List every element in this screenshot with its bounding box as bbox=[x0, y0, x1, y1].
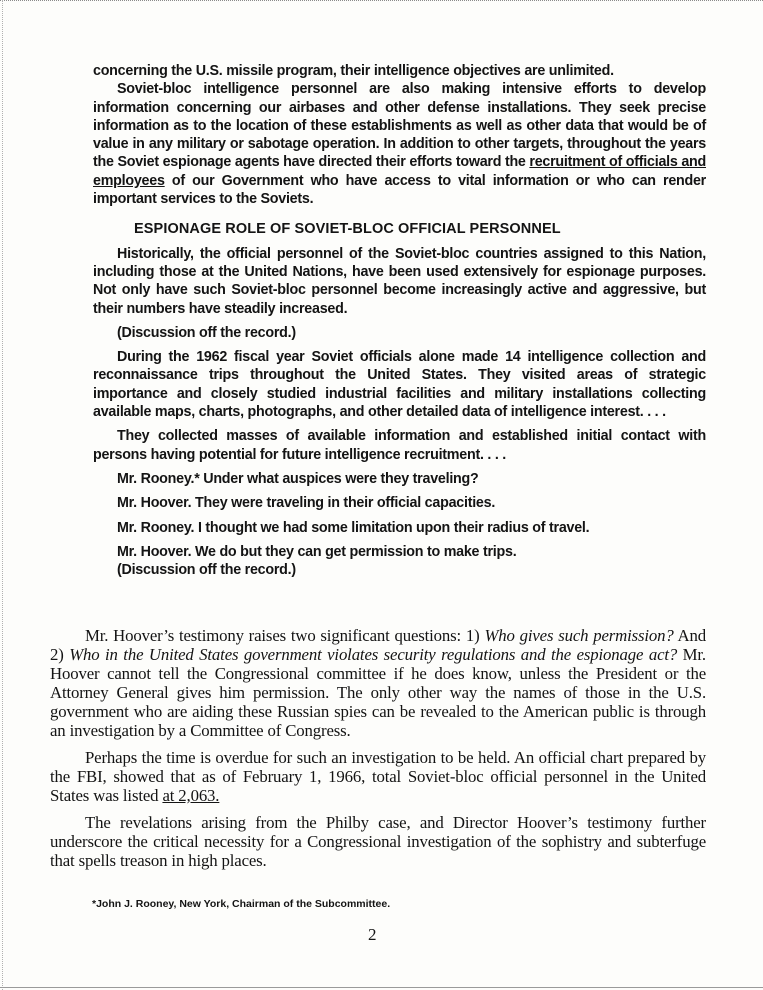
page-bottom-edge bbox=[0, 987, 763, 988]
excerpt-paragraph: (Discussion off the record.) bbox=[117, 562, 296, 579]
excerpt-paragraph bbox=[93, 80, 706, 208]
dialogue-line: Mr. Rooney.* Under what auspices were they traveling? bbox=[117, 470, 479, 487]
excerpt-text: Soviet-bloc intelligence personnel are also making intensive efforts to develop information concerning our airbases and other defense installations. They seek precise information as to the location of these establishments as well as other data that would be of value in any military or sabotage operation. In addition to other targets, throughout the years the Soviet espionage agents have directed their efforts toward the bbox=[93, 81, 706, 171]
body-text: And 2) bbox=[50, 626, 706, 664]
body-paragraph bbox=[50, 626, 706, 740]
body-paragraph bbox=[50, 748, 706, 805]
testimony-excerpt bbox=[93, 62, 706, 579]
excerpt-paragraph: concerning the U.S. missile program, their intelligence objectives are unlimited. bbox=[93, 63, 614, 79]
excerpt-text: of our Government who have access to vital information or who can render important services to the Soviets. bbox=[93, 172, 706, 208]
dialogue-line: Mr. Hoover. They were traveling in their official capacities. bbox=[117, 495, 496, 512]
commentary bbox=[50, 626, 706, 878]
footnote: *John J. Rooney, New York, Chairman of the Subcommittee. bbox=[92, 898, 391, 910]
question-two: Who in the United States government violates security regulations and the espionage act? bbox=[69, 645, 678, 664]
section-heading: ESPIONAGE ROLE OF SOVIET-BLOC OFFICIAL PERSONNEL bbox=[134, 221, 561, 238]
body-text: Mr. Hoover’s testimony raises two significant questions: 1) bbox=[85, 626, 485, 645]
page-left-edge bbox=[2, 0, 3, 990]
dialogue-line: Mr. Rooney. I thought we had some limitation upon their radius of travel. bbox=[117, 519, 590, 536]
underlined-phrase: recruitment of officials and employees bbox=[93, 154, 706, 189]
body-paragraph: The revelations arising from the Philby case, and Director Hoover’s testimony further underscore the critical necessity for a Congressional investigation of the sophistry and subterfuge that spells treason in high places. bbox=[50, 813, 706, 870]
page-number: 2 bbox=[368, 925, 377, 944]
page-top-edge bbox=[0, 0, 763, 4]
excerpt-paragraph: (Discussion off the record.) bbox=[117, 324, 296, 341]
excerpt-paragraph: During the 1962 fiscal year Soviet officials alone made 14 intelligence collection and reconnaissance trips throughout the United States. They visited areas of strategic importance and closely studied industrial facilities and military installations collecting available maps, charts, photographs, and other detailed data of intelligence interest. . . . bbox=[93, 349, 706, 421]
underlined-figure: at 2,063. bbox=[162, 786, 220, 805]
excerpt-paragraph: They collected masses of available information and established initial contact with persons having potential for future intelligence recruitment. . . . bbox=[93, 428, 706, 463]
body-text: Mr. Hoover cannot tell the Congressional committee if he does know, unless the President or the Attorney General gives him permission. The only other way the names of those in the U.S. government who are aiding these Russian spies can be revealed to the American public is through an investigation by a Committee of Congress. bbox=[50, 645, 706, 740]
question-one: Who gives such permission? bbox=[484, 626, 674, 645]
excerpt-paragraph: Historically, the official personnel of the Soviet-bloc countries assigned to this Nation, including those at the United Nations, have been used extensively for espionage purposes. Not only have such Soviet-bloc personnel become increasingly active and aggressive, but their numbers have steadily increased. bbox=[93, 245, 706, 317]
body-text: Perhaps the time is overdue for such an investigation to be held. An official chart prepared by the FBI, showed that as of February 1, 1966, total Soviet-bloc official personnel in the United States was listed bbox=[50, 748, 706, 805]
dialogue-line: Mr. Hoover. We do but they can get permission to make trips. bbox=[117, 543, 517, 560]
